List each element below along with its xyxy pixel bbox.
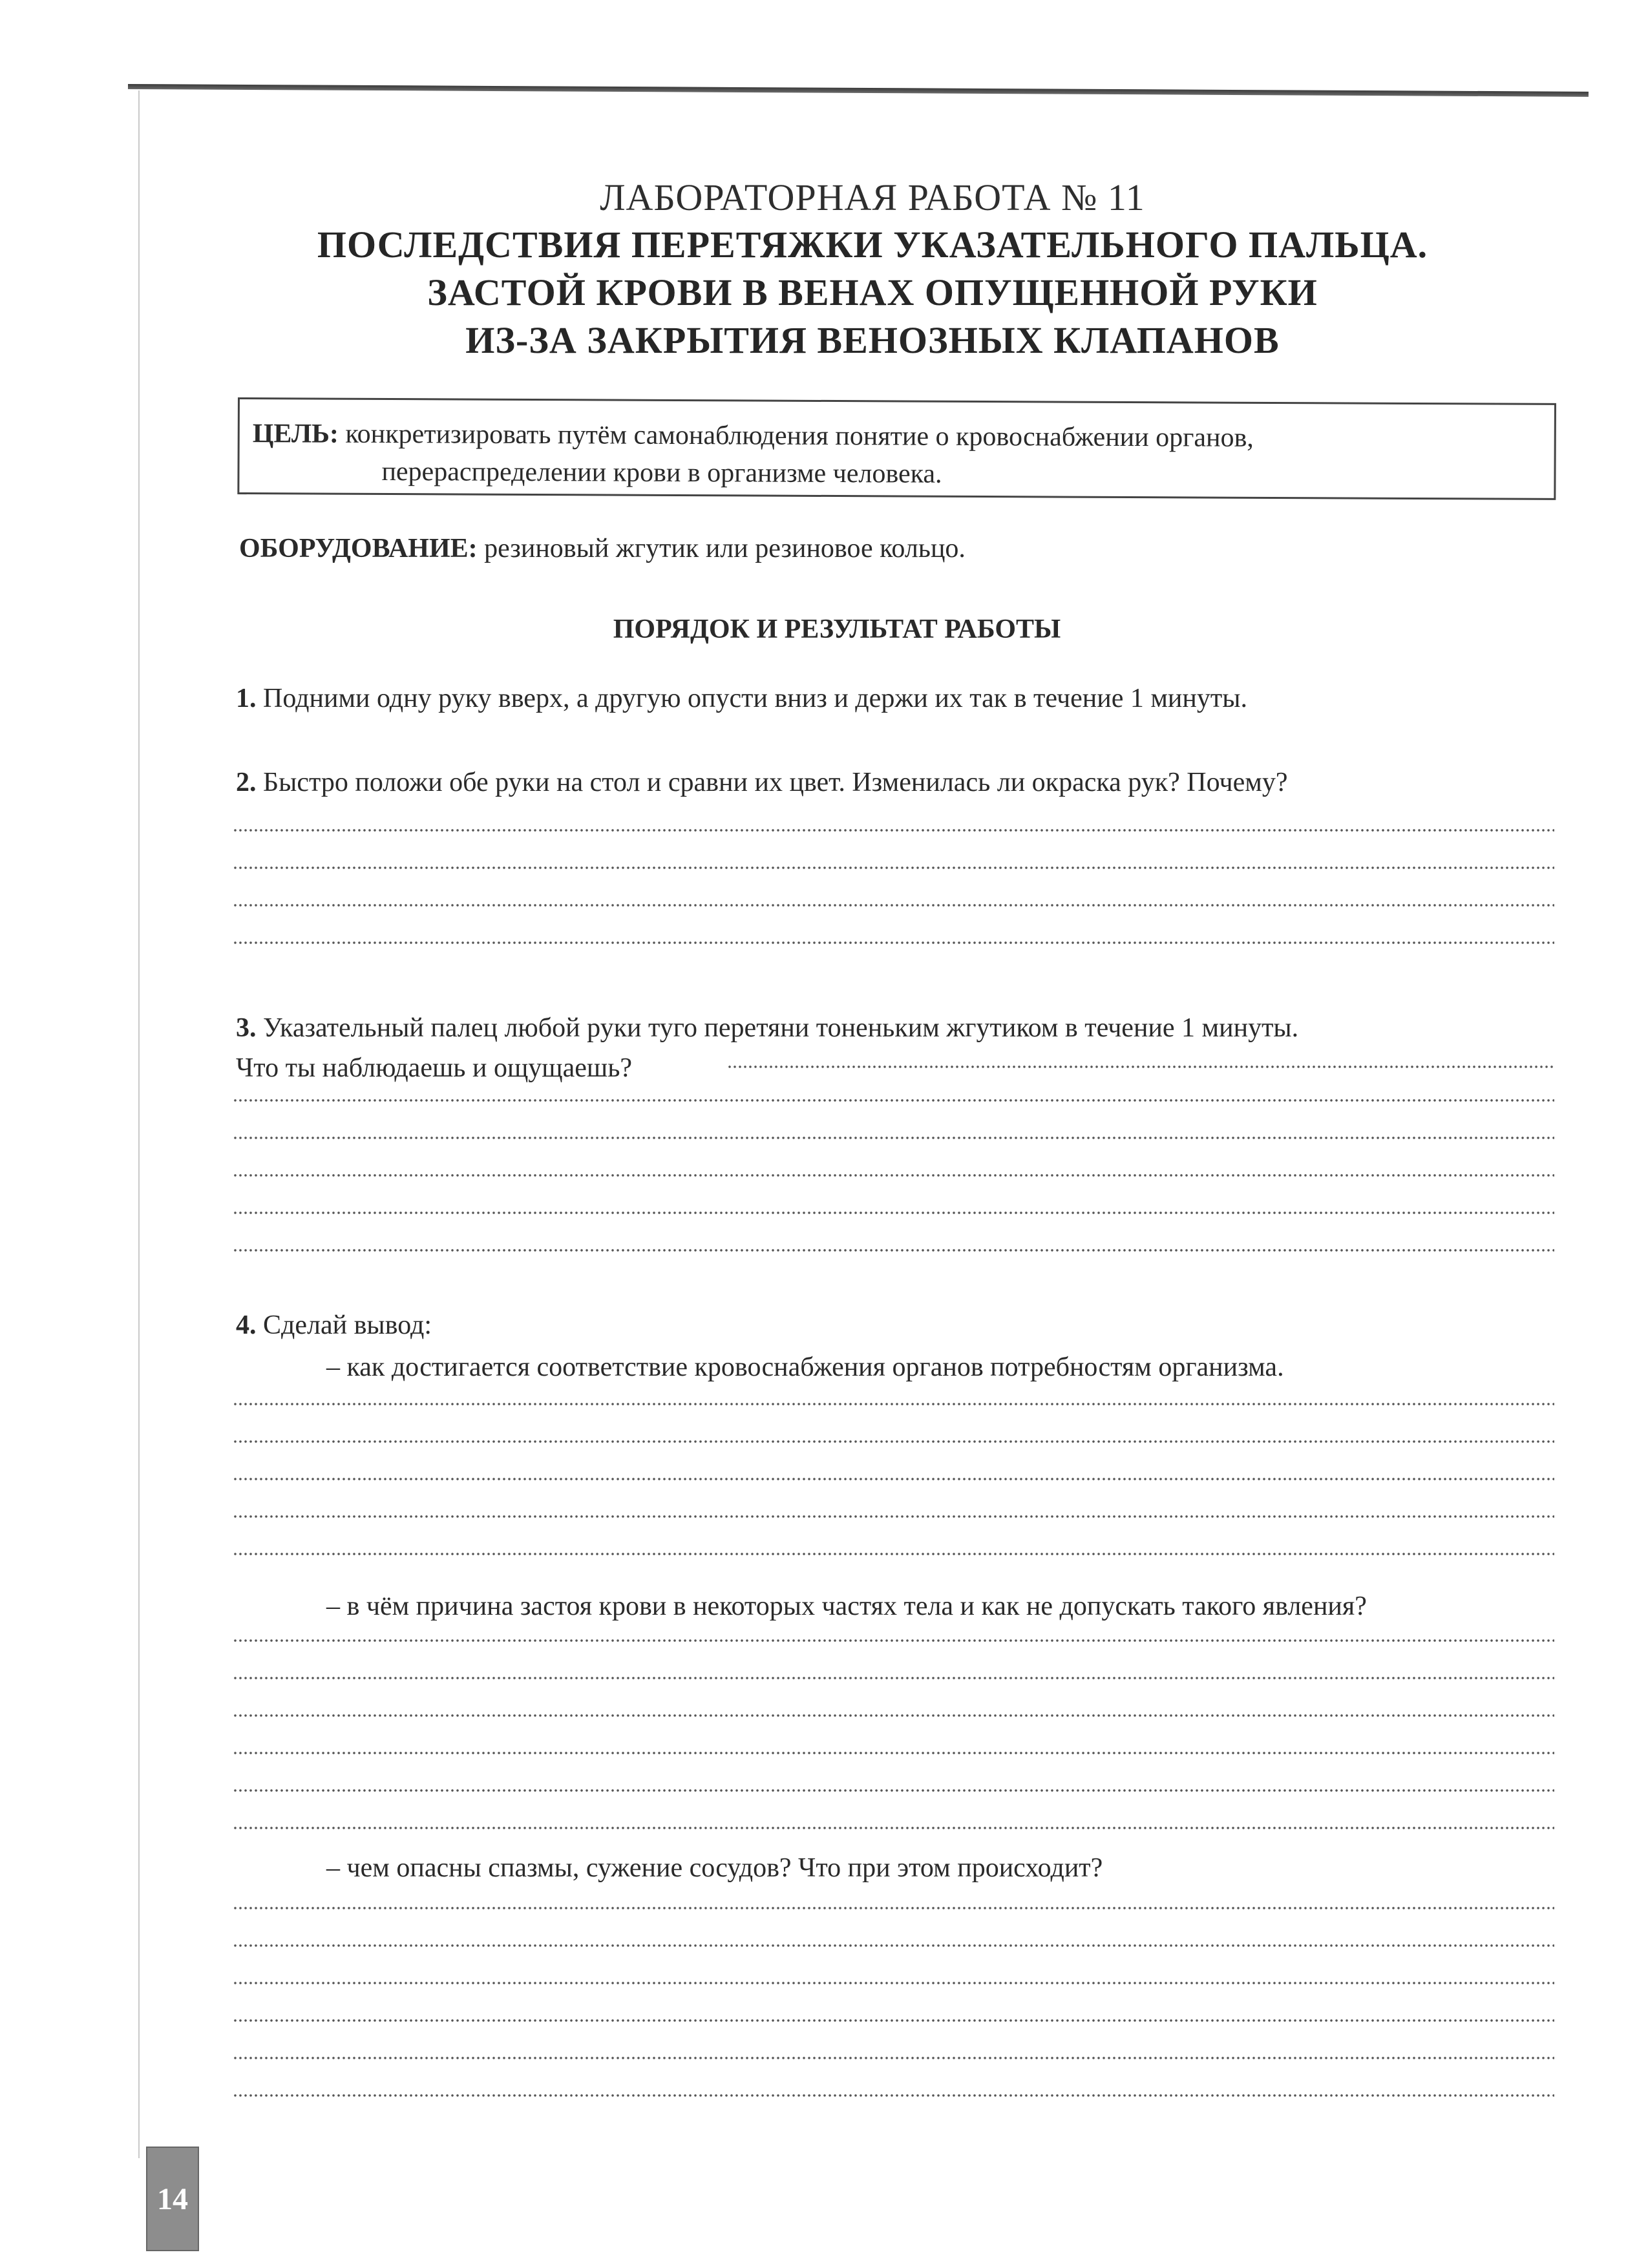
step-number: 4. [236,1310,257,1340]
step-number: 1. [236,684,257,713]
answer-line[interactable] [233,1402,1554,1406]
answer-line[interactable] [233,2019,1554,2022]
answer-line[interactable] [233,1136,1554,1140]
lab-title-line: ПОСЛЕДСТВИЯ ПЕРЕТЯЖКИ УКАЗАТЕЛЬНОГО ПАЛЬЦА. [317,224,1428,266]
equipment-text: резиновый жгутик или резиновое кольцо. [484,534,966,563]
equipment [239,533,966,564]
goal-text: конкретизировать путём самонаблюдения понятие о кровоснабжении органов, [345,419,1254,453]
answer-line[interactable] [233,1714,1554,1717]
left-margin-rule [138,90,140,2158]
answer-line[interactable] [233,1751,1554,1755]
answer-line[interactable] [233,1639,1554,1643]
answer-line[interactable] [233,1477,1554,1481]
answer-line[interactable] [233,1248,1554,1252]
answer-line[interactable] [233,941,1554,945]
step-text-continued: Что ты наблюдаешь и ощущаешь? [236,1053,633,1083]
top-border-rule [128,84,1589,97]
equipment-label: ОБОРУДОВАНИЕ: [239,534,478,563]
step-text: Указательный палец любой руки туго перетяни тоненьким жгутиком в течение 1 минуты. [263,1013,1299,1043]
title-block [194,174,1551,364]
page-number-tab [146,2147,199,2251]
lab-title-line: ЗАСТОЙ КРОВИ В ВЕНАХ ОПУЩЕННОЙ РУКИ [427,271,1318,313]
answer-line[interactable] [233,1173,1554,1177]
answer-line[interactable] [233,1981,1554,1985]
answer-line[interactable] [727,1065,1554,1069]
step-text: Подними одну руку вверх, а другую опусти вниз и держи их так в течение 1 минуты. [263,684,1247,713]
answer-line[interactable] [233,1552,1554,1556]
lab-title-line: ИЗ-ЗА ЗАКРЫТИЯ ВЕНОЗНЫХ КЛАПАНОВ [465,319,1280,361]
step-2 [236,762,1554,803]
answer-line[interactable] [233,1098,1554,1102]
answer-line[interactable] [233,2056,1554,2060]
answer-line[interactable] [233,866,1554,870]
lab-number: ЛАБОРАТОРНАЯ РАБОТА № 11 [600,176,1145,218]
conclusion-question: – в чём причина застоя крови в некоторых частях тела и как не допускать такого явления? [326,1591,1367,1621]
answer-line[interactable] [233,828,1554,832]
answer-line[interactable] [233,1944,1554,1948]
step-text: Сделай вывод: [263,1310,432,1340]
answer-line[interactable] [233,1211,1554,1215]
answer-line[interactable] [233,1676,1554,1680]
step-number: 2. [236,768,257,797]
step-text: Быстро положи обе руки на стол и сравни их цвет. Изменилась ли окраска рук? Почему? [263,768,1288,797]
conclusion-question: – чем опасны спазмы, сужение сосудов? Что при этом происходит? [326,1853,1103,1883]
answer-line[interactable] [233,1906,1554,1910]
step-4 [236,1305,1554,1345]
step-number: 3. [236,1013,257,1043]
answer-line[interactable] [233,903,1554,907]
conclusion-question: – как достигается соответствие кровоснабжения органов потребностям организма. [326,1352,1284,1382]
section-heading: ПОРЯДОК И РЕЗУЛЬТАТ РАБОТЫ [613,614,1061,644]
answer-line[interactable] [233,1515,1554,1518]
goal-label: ЦЕЛЬ: [252,419,339,449]
step-1 [236,678,1554,719]
page-number: 14 [157,2181,188,2216]
answer-line[interactable] [233,2094,1554,2097]
answer-line[interactable] [233,1440,1554,1444]
answer-line[interactable] [233,1789,1554,1792]
answer-line[interactable] [233,1826,1554,1830]
goal-text-continued: перераспределении крови в организме человека. [381,456,942,489]
goal-box [237,397,1556,500]
step-3 [236,1008,1554,1088]
